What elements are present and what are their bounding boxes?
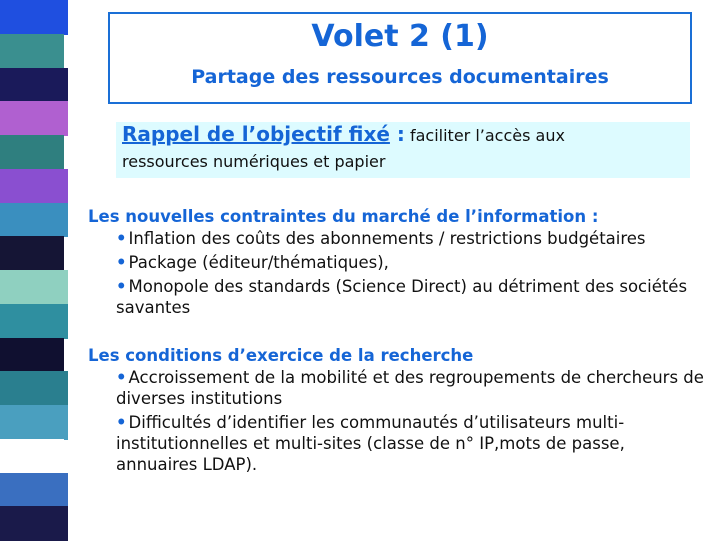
stripe-block (0, 68, 68, 103)
stripe-block (0, 338, 64, 373)
stripe-block (0, 270, 68, 305)
stripe-block (0, 405, 68, 440)
stripe-block (0, 101, 68, 136)
bullet-item: • Difficultés d’identifier les communautés d’utilisateurs multi-institutionnelles et multi-sites (classe de n° IP,mots de passe, annuaires LDAP). (116, 413, 625, 474)
stripe-block (0, 0, 68, 35)
stripe-block (0, 34, 64, 69)
decorative-stripe (0, 0, 68, 540)
section-research-conditions (88, 345, 708, 475)
bullet-text: Difficultés d’identifier les communautés d’utilisateurs multi-institutionnelles et multi-sites (classe de n° IP,mots de passe, annuaires LDAP). (116, 413, 625, 474)
stripe-block (0, 439, 64, 474)
bullet-text: Inflation des coûts des abonnements / restrictions budgétaires (128, 229, 646, 248)
slide-subtitle: Partage des ressources documentaires (191, 66, 609, 88)
objective-text-line2: ressources numériques et papier (122, 152, 386, 171)
stripe-block (0, 304, 68, 339)
bullet-item: • Package (éditeur/thématiques), (116, 253, 389, 272)
slide-title: Volet 2 (1) (311, 19, 489, 54)
bullet-text: Monopole des standards (Science Direct) au détriment des sociétés savantes (116, 277, 688, 317)
section-heading: Les conditions d’exercice de la recherche (88, 346, 474, 365)
bullet-item: • Inflation des coûts des abonnements / restrictions budgétaires (116, 229, 646, 248)
section-heading: Les nouvelles contraintes du marché de l’information : (88, 207, 599, 226)
bullet-item: • Accroissement de la mobilité et des regroupements de chercheurs de diverses institutions (116, 368, 704, 408)
title-box (108, 12, 692, 104)
stripe-block (0, 371, 68, 406)
bullet-text: Package (éditeur/thématiques), (128, 253, 389, 272)
stripe-block (0, 506, 68, 541)
stripe-block (0, 169, 68, 204)
objective-colon: : (389, 122, 405, 146)
objective-box (116, 122, 690, 178)
bullet-text: Accroissement de la mobilité et des regroupements de chercheurs de diverses institutions (116, 368, 704, 408)
objective-heading: Rappel de l’objectif fixé (122, 122, 390, 146)
bullet-item: • Monopole des standards (Science Direct) au détriment des sociétés savantes (116, 277, 688, 317)
stripe-block (0, 203, 68, 238)
section-market-constraints (88, 206, 708, 318)
stripe-block (0, 135, 64, 170)
stripe-block (0, 236, 64, 271)
objective-text-line1: faciliter l’accès aux (404, 126, 565, 145)
stripe-block (0, 473, 68, 508)
